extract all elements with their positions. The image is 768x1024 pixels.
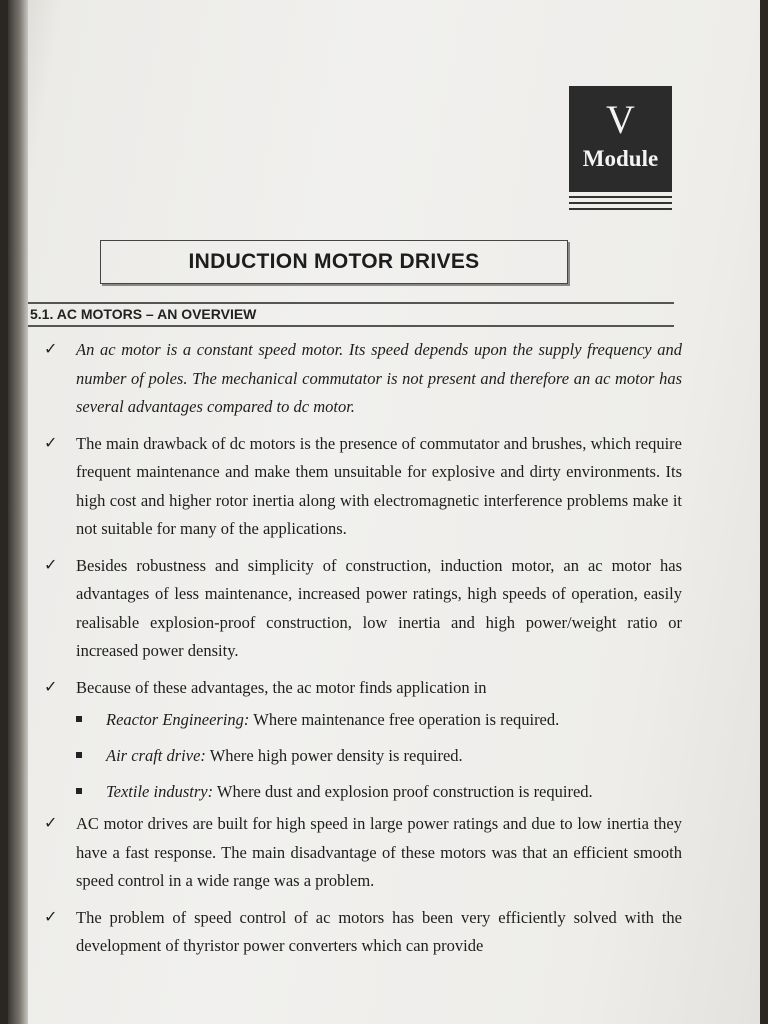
bullet-text: AC motor drives are built for high speed in large power ratings and due to low inertia they have a fast response. The main disadvantage of these motors was that an efficient smooth speed control in a wide range was a problem. [76,814,682,890]
application-text: Where maintenance free operation is required. [249,710,560,729]
check-icon: ✓ [44,434,58,452]
bullet-item [42,336,682,422]
bullet-item [42,552,682,666]
module-badge [569,86,672,192]
book-page [8,0,760,1024]
square-bullet-icon [76,752,82,758]
bullet-item [42,430,682,544]
book-spine [8,0,28,1024]
module-number: V [606,97,635,142]
check-icon: ✓ [44,341,58,358]
bullet-text: An ac motor is a constant speed motor. Its speed depends upon the supply frequency and number of poles. The mechanical commutator is not present and therefore an ac motor has several advantages compared to dc motor. [76,340,682,416]
chapter-title: INDUCTION MOTOR DRIVES [188,250,480,273]
square-bullet-icon [76,716,82,722]
application-label: Air craft drive: [106,746,206,765]
check-icon: ✓ [44,556,58,574]
application-item [42,702,682,738]
module-label: Module [582,146,659,171]
bullet-text: The main drawback of dc motors is the presence of commutator and brushes, which require frequent maintenance and make them unsuitable for explosive and dirty environments. Its high cost and higher rotor inertia along with electromagnetic interference problems make it not suitable for many of the applications. [76,433,682,538]
check-icon: ✓ [44,908,58,926]
check-icon: ✓ [44,678,58,696]
section-title: AC MOTORS – AN OVERVIEW [56,306,257,322]
application-label: Reactor Engineering: [106,710,250,729]
bullet-text: Besides robustness and simplicity of construction, induction motor, an ac motor has advantages of less maintenance, increased power ratings, high speeds of operation, easily realisable explosion-proof construction, low inertia and high power/weight ratio or increased power density. [76,555,682,660]
check-icon: ✓ [44,815,58,832]
section-number: 5.1. [30,306,54,322]
bullet-item [42,904,682,961]
bullet-text: The problem of speed control of ac motors has been very efficiently solved with the development of thyristor power converters which can provide [76,907,682,955]
bullet-item [42,810,682,896]
section-heading [30,306,256,322]
bullet-list [42,336,682,961]
chapter-title-box [100,240,568,284]
application-item [42,738,682,774]
application-label: Textile industry: [106,782,214,801]
application-text: Where high power density is required. [205,746,463,765]
bullet-item [42,674,682,703]
section-rule-bottom [28,325,674,327]
section-rule-top [28,302,674,304]
application-text: Where dust and explosion proof construction is required. [213,782,593,801]
application-item [42,774,682,810]
bullet-text: Because of these advantages, the ac motor finds application in [76,677,487,697]
module-underline [569,196,672,214]
square-bullet-icon [76,788,82,794]
